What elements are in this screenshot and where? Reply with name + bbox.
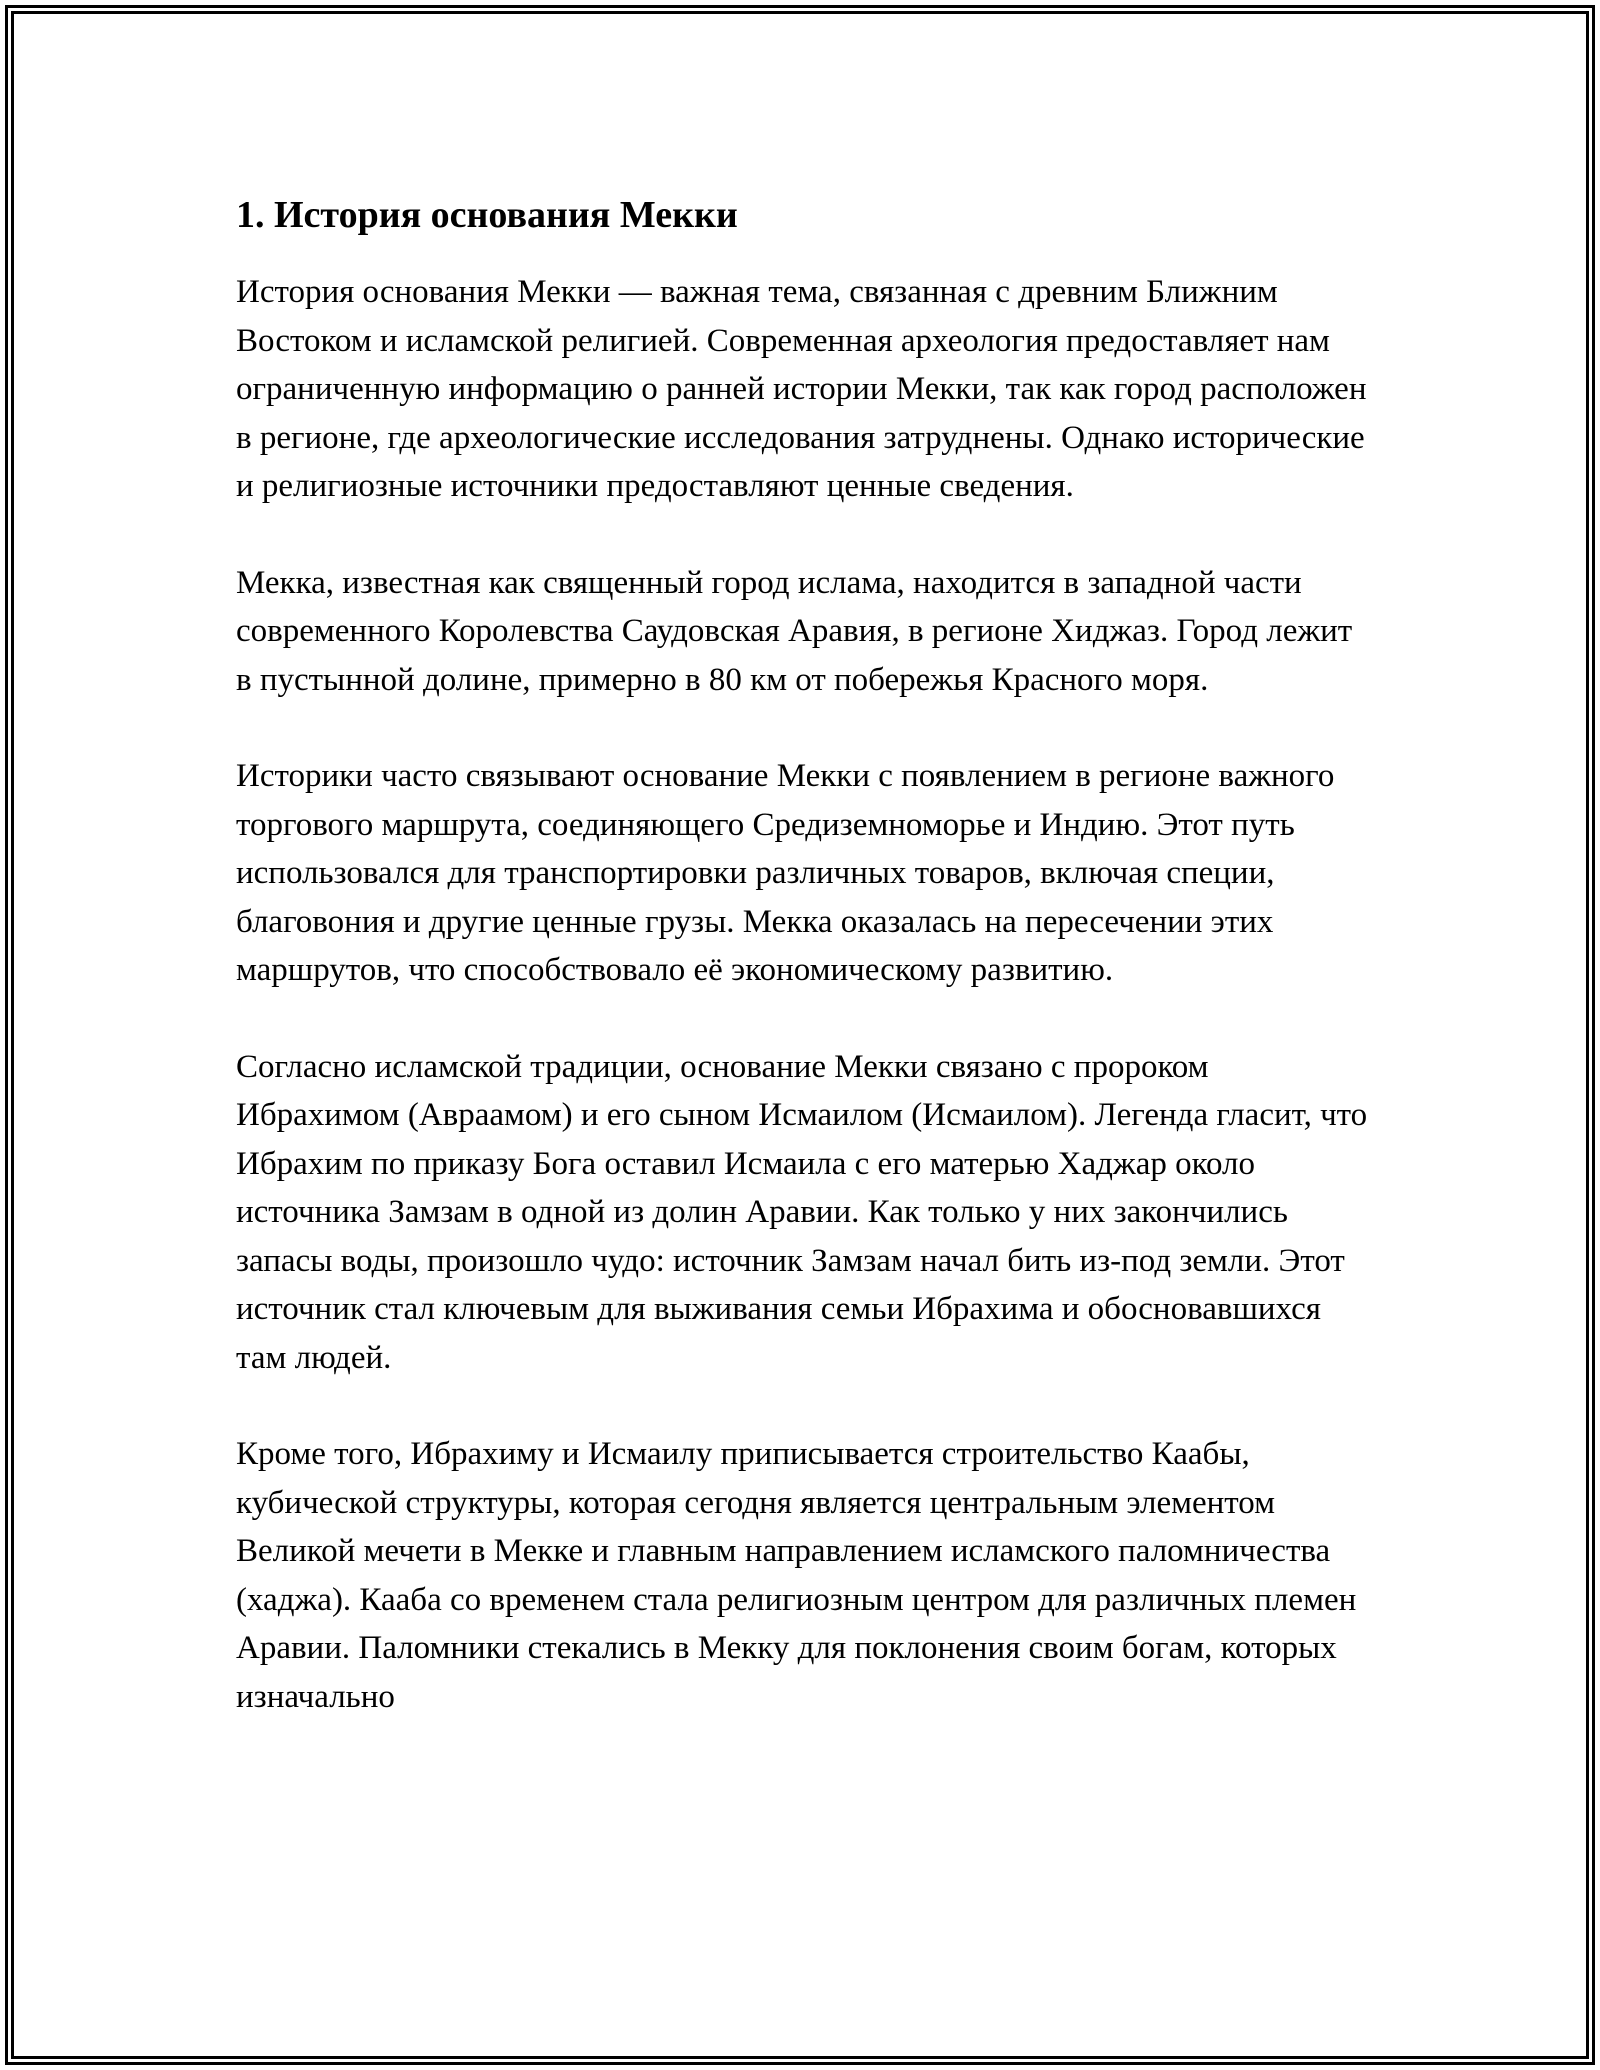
paragraph-5: Кроме того, Ибрахиму и Исмаилу приписывается строительство Каабы, кубической структуры, которая сегодня является центральным элементом Великой мечети в Мекке и главным направлением исламского паломничества (хаджа). Кааба со временем стала религиозным центром для различных племен Аравии. Паломники стекались в Мекку для поклонения своим богам, которых изначально xyxy=(236,1436,1357,1715)
section-title: 1. История основания Мекки xyxy=(236,194,738,236)
paragraph-4: Согласно исламской традиции, основание Мекки связано с пророком Ибрахимом (Авраамом) и его сыном Исмаилом (Исмаилом). Легенда гласит, что Ибрахим по приказу Бога оставил Исмаила с его матерью Хаджар около источника Замзам в одной из долин Аравии. Как только у них закончились запасы воды, произошло чудо: источник Замзам начал бить из-под земли. Этот источник стал ключевым для выживания семьи Ибрахима и обосновавшихся там людей. xyxy=(236,1048,1368,1376)
paragraph-1: История основания Мекки — важная тема, связанная с древним Ближним Востоком и исламской религией. Современная археология предоставляет нам ограниченную информацию о ранней истории Мекки, так как город расположен в регионе, где археологические исследования затруднены. Однако исторические и религиозные источники предоставляют ценные сведения. xyxy=(236,274,1367,504)
paragraph-3: Историки часто связывают основание Мекки с появлением в регионе важного торгового маршрута, соединяющего Средиземноморье и Индию. Этот путь использовался для транспортировки различных товаров, включая специи, благовония и другие ценные грузы. Мекка оказалась на пересечении этих маршрутов, что способствовало её экономическому развитию. xyxy=(236,758,1335,988)
paragraph-2: Мекка, известная как священный город ислама, находится в западной части современного Королевства Саудовская Аравия, в регионе Хиджаз. Город лежит в пустынной долине, примерно в 80 км от побережья Красного моря. xyxy=(236,564,1353,698)
document-body xyxy=(236,186,1376,1721)
